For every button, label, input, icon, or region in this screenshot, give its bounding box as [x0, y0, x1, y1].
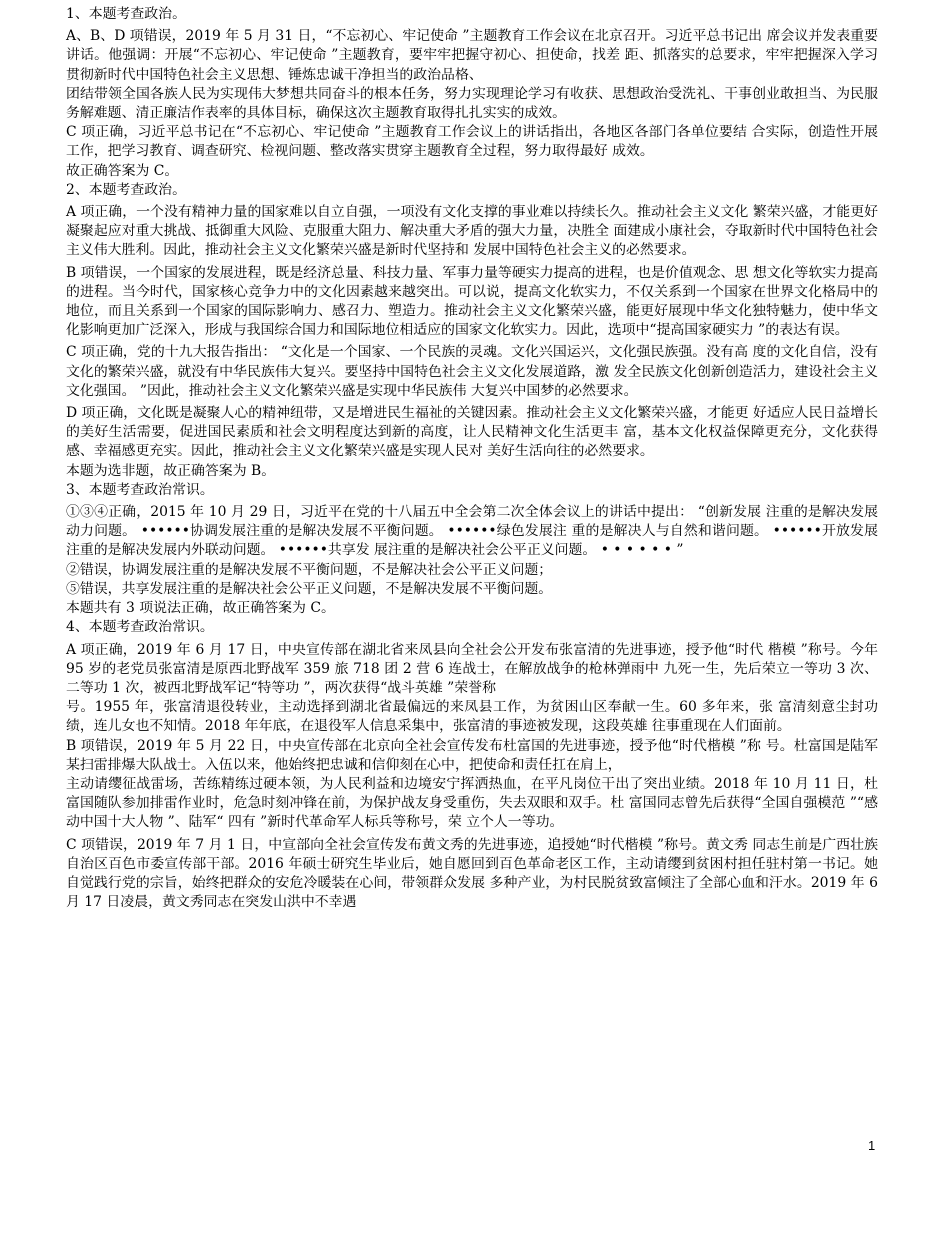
q2-option-c: C 项正确，党的十九大报告指出： “文化是一个国家、一个民族的灵魂。文化兴国运兴，文化强民族强。没有高 度的文化自信，没有文化的繁荣兴盛，就没有中华民族伟大复兴。要坚持中国特色社会主义文化发展道路，激 发全民族文化创新创造活力，建设社会主义文化强国。 ”因此，推动社会主义文化繁荣兴盛是实现中华民族伟 大复兴中国梦的必然要求。 [66, 344, 878, 399]
q2-answer: 本题为选非题，故正确答案为 B。 [66, 462, 276, 479]
q2-option-a: A 项正确，一个没有精神力量的国家难以自立自强，一项没有文化支撑的事业难以持续长久。推动社会主义文化 繁荣兴盛，才能更好凝聚起应对重大挑战、抵御重大风险、克服重大阻力、解决重大矛盾的强大力量，决胜全 面建成小康社会，夺取新时代中国特色社会主义伟大胜利。因此，推动社会主义文化繁荣兴盛是新时代坚持和 发展中国特色社会主义的必然要求。 [66, 204, 878, 259]
q4-option-c: C 项错误，2019 年 7 月 1 日，中宣部向全社会宣传发布黄文秀的先进事迹，追授她“时代楷模 ”称号。黄文秀 同志生前是广西壮族自治区百色市委宣传部干部。2016 年硕士研究生毕业后，她自愿回到百色革命老区工作，主动请缨到贫困村担任驻村第一书记。她自觉践行党的宗旨，始终把群众的安危冷暖装在心间，带领群众发展 多种产业，为村民脱贫致富倾注了全部心血和汗水。2019 年 6 月 17 日凌晨，黄文秀同志在突发山洪中不幸遇 [66, 836, 878, 911]
q3-option-5: ⑤错误，共享发展注重的是解决社会公平正义问题，不是解决发展不平衡问题。 [66, 580, 553, 597]
answer-explanations [66, 5, 878, 912]
q4-option-b-cont: 主动请缨征战雷场，苦练精练过硬本领，为人民利益和边境安宁挥洒热血，在平凡岗位干出了突出业绩。2018 年 10 月 11 日，杜富国随队参加排雷作业时，危急时刻冲锋在前，为保护战友身受重伤，失去双眼和双手。杜 富国同志曾先后获得“全国自强模范 ”“感动中国十大人物 ”、陆军“ 四有 ”新时代革命军人标兵等称号，荣 立个人一等功。 [66, 775, 878, 831]
q2-heading: 2、本题考查政治。 [66, 181, 186, 198]
q4-option-a-cont: 号。1955 年，张富清退役转业，主动选择到湖北省最偏远的来凤县工作，为贫困山区奉献一生。60 多年来，张 富清刻意尘封功绩，连儿女也不知情。2018 年年底，在退役军人信息采集中，张富清的事迹被发现，这段英雄 往事重现在人们面前。 [66, 699, 878, 735]
q3-option-134: ①③④正确，2015 年 10 月 29 日，习近平在党的十八届五中全会第二次全体会议上的讲话中提出： “创新发展 注重的是解决发展动力问题。 ••••••协调发展注重的是解决发展不平衡问题。 ••••••绿色发展注 重的是解决人与自然和谐问题。 ••••••开放发展注重的是解决发展内外联动问题。 ••••••共享发 展注重的是解决社会公平正义问题。 • • • • • • ” [66, 504, 878, 559]
q3-option-2: ②错误，协调发展注重的是解决发展不平衡问题，不是解决社会公平正义问题； [66, 561, 553, 578]
q1-heading: 1、本题考查政治。 [66, 6, 186, 22]
q1-answer: 故正确答案为 C。 [66, 162, 179, 179]
q4-option-b: B 项错误，2019 年 5 月 22 日，中央宣传部在北京向全社会宣传发布杜富国的先进事迹，授予他“时代楷模 ”称 号。杜富国是陆军某扫雷排爆大队战士。入伍以来，他始终把忠诚和信仰刻在心中，把使命和责任扛在肩上， [66, 737, 878, 773]
q1-option-abd: A、B、D 项错误，2019 年 5 月 31 日，“不忘初心、牢记使命 ”主题教育工作会议在北京召开。习近平总书记出 席会议并发表重要讲话。他强调：开展“不忘初心、牢记使命 ”主题教育，要牢牢把握守初心、担使命，找差 距、抓落实的总要求，牢牢把握深入学习贯彻新时代中国特色社会主义思想、锤炼忠诚干净担当的政治品格、 [66, 28, 878, 83]
q1-option-c: C 项正确，习近平总书记在“不忘初心、牢记使命 ”主题教育工作会议上的讲话指出，各地区各部门各单位要结 合实际，创造性开展工作，把学习教育、调查研究、检视问题、整改落实贯穿主题教育全过程，努力取得最好 成效。 [66, 124, 878, 160]
q1-option-abd-cont: 团结带领全国各族人民为实现伟大梦想共同奋斗的根本任务，努力实现理论学习有收获、思想政治受洗礼、干事创业敢担当、为民服务解难题、清正廉洁作表率的具体目标，确保这次主题教育取得扎扎实实的成效。 [66, 85, 878, 122]
q2-option-d: D 项正确，文化既是凝聚人心的精神纽带，又是增进民生福祉的关键因素。推动社会主义文化繁荣兴盛，才能更 好适应人民日益增长的美好生活需要，促进国民素质和社会文明程度达到新的高度，让人民精神文化生活更丰 富，基本文化权益保障更充分，文化获得感、幸福感更充实。因此，推动社会主义文化繁荣兴盛是实现人民对 美好生活向往的必然要求。 [66, 405, 878, 460]
page-number: 1 [868, 1138, 876, 1153]
q4-heading: 4、本题考查政治常识。 [66, 619, 214, 636]
q2-option-b: B 项错误，一个国家的发展进程，既是经济总量、科技力量、军事力量等硬实力提高的进程，也是价值观念、思 想文化等软实力提高的进程。当今时代，国家核心竞争力中的文化因素越来越突出。可以说，提高文化软实力，不仅关系到一个国家在世界文化格局中的地位，而且关系到一个国家的国际影响力、感召力、塑造力。推动社会主义文化繁荣兴盛，能更好展现中华文化独特魅力，使中华文化影响更加广泛深入，形成与我国综合国力和国际地位相适应的国家文化软实力。因此，选项中“提高国家硬实力 ”的表达有误。 [66, 264, 878, 339]
q3-answer: 本题共有 3 项说法正确，故正确答案为 C。 [66, 600, 335, 617]
q3-heading: 3、本题考查政治常识。 [66, 481, 214, 498]
q4-option-a: A 项正确，2019 年 6 月 17 日，中央宣传部在湖北省来凤县向全社会公开发布张富清的先进事迹，授予他“时代 楷模 ”称号。今年 95 岁的老党员张富清是原西北野战军 359 旅 718 团 2 营 6 连战士，在解放战争的枪林弹雨中 九死一生，先后荣立一等功 3 次、二等功 1 次，被西北野战军记“特等功 ”，两次获得“战斗英雄 ”荣誉称 [66, 641, 878, 696]
